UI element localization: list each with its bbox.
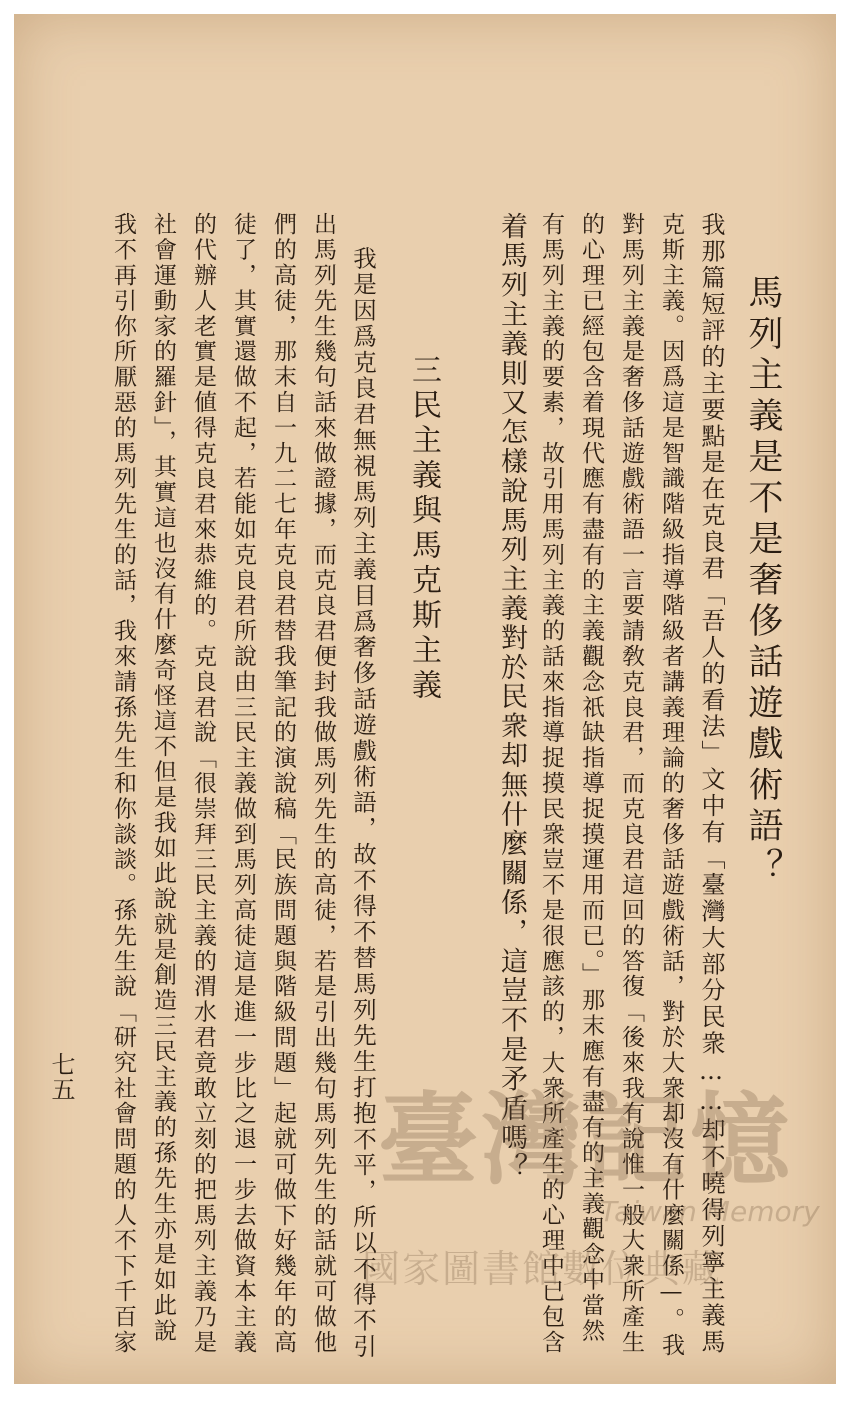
watermark-logo: 臺灣記憶 [378,1082,794,1199]
text-column-8: 出馬列先生幾句話來做證據，而克良君便封我做馬列先生的高徒，若是引出幾句馬列先生的話就可做他 [310,212,336,1355]
text-column-2: 克斯主義。因爲這是智識階級指導階級者講義理論的奢侈話遊戲術話，對於大衆却沒有什麼關係—。我 [658,212,684,1358]
text-column-5: 有馬列主義的要素，故引用馬列主義的話來指導捉摸民衆豈不是很應該的，大衆所產生的心理中已包含 [538,212,564,1355]
text-column-9: 們的高徒，那末自一九二七年克良君替我筆記的演說稿「民族問題與階級問題」起就可做下好幾年的高 [270,212,296,1355]
watermark-chinese: 國家圖書館數位典藏 [362,1247,723,1291]
watermark-english: Taiwan Memory [600,1195,820,1228]
section-heading: 三民主義與馬克斯主義 [406,354,441,704]
text-column-6: 着馬列主義則又怎樣說馬列主義對於民衆却無什麼關係，這豈不是矛盾嗎？ [496,212,527,1183]
text-column-7: 我是因爲克良君無視馬列主義目爲奢侈話遊戲術語，故不得不替馬列先生打抱不平，所以不得不引 [349,246,377,1360]
text-column-11: 的代辦人老實是値得克良君來恭維的。克良君說「很崇拜三民主義的渭水君竟敢立刻的把馬列主義乃是 [190,212,216,1355]
text-column-3: 對馬列主義是奢侈話遊戲術語一言要請敎克良君，而克良君這回的答復「後來我有說惟一般大衆所產生 [618,212,644,1355]
text-column-13: 我不再引你所厭惡的馬列先生的話，我來請孫先生和你談談。孫先生說「研究社會問題的人不下千百家 [110,212,136,1355]
text-column-12: 社會運動家的羅針」，其實這也沒有什麼奇怪這不但是我如此說就是創造三民主義的孫先生亦是如此說 [150,212,176,1344]
article-title: 馬列主義是不是奢侈話遊戲術語？ [743,274,783,889]
text-column-1: 我那篇短評的主要點是在克良君「吾人的看法」文中有「臺灣大部分民衆……却不曉得列寧主義馬 [697,212,725,1356]
text-column-4: 的心理已經包含着現代應有盡有的主義觀念祇缺指導捉摸運用而已。」那末應有盡有的主義觀念中當然 [578,212,604,1344]
page-number: 七五 [47,1052,75,1102]
text-column-10: 徒了，其實還做不起，若能如克良君所說由三民主義做到馬列高徒這是進一步比之退一步去做資本主義 [230,212,256,1355]
